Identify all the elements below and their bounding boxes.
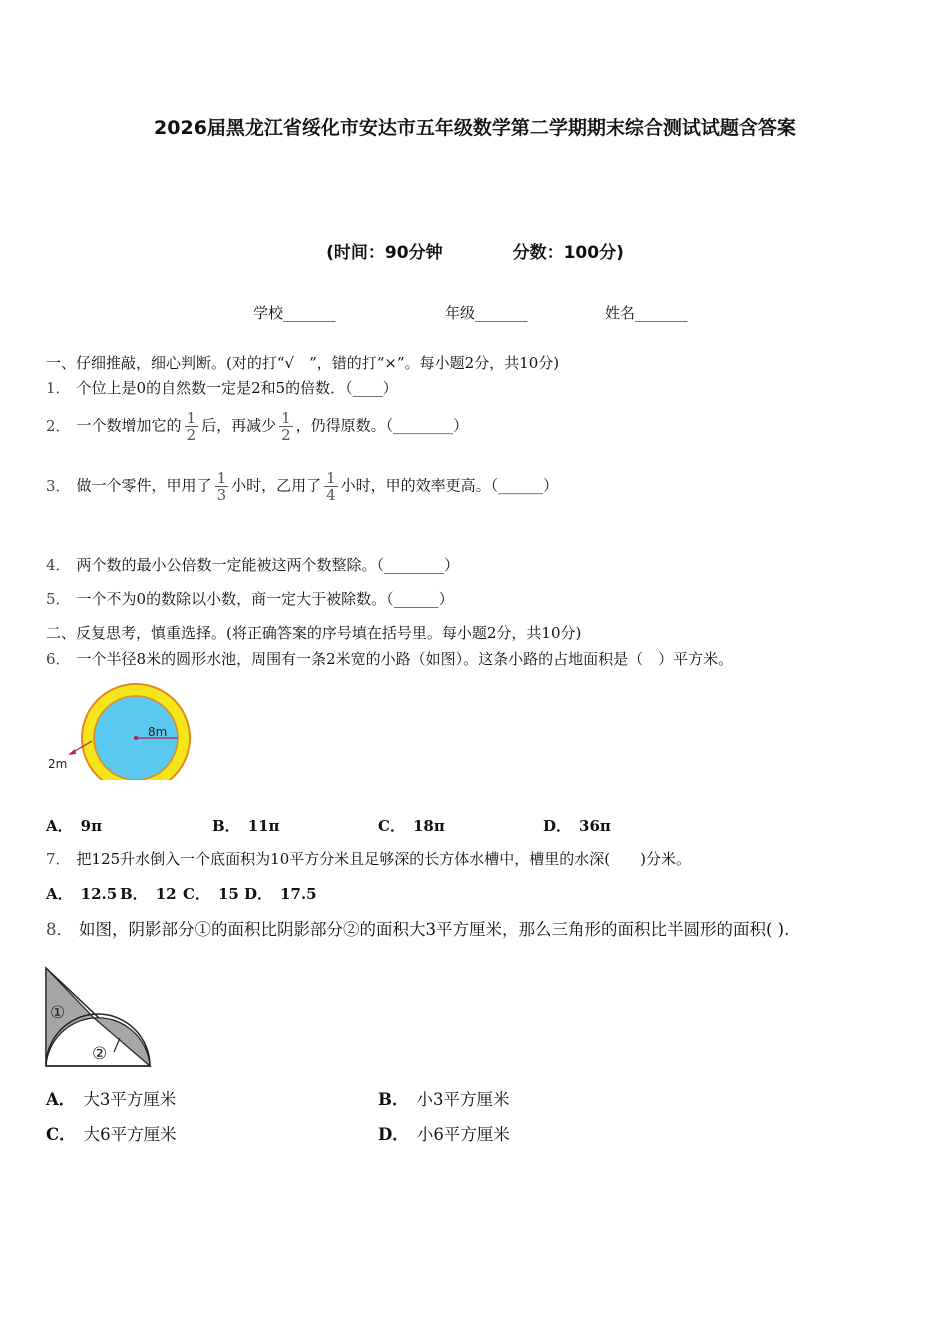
q8-option-d[interactable]: D． 小6平方厘米 [378,1125,510,1144]
question-3 [46,470,558,503]
q7-number: 7． [46,850,71,868]
center-point [134,736,138,740]
radius-label: 8m [148,725,168,739]
time-info: (时间：90分钟 [326,243,443,263]
triangle-semicircle-figure [44,966,154,1070]
q8-text: 如图，阴影部分①的面积比阴影部分②的面积大3平方厘米，那么三角形的面积比半圆形的面积( ). [79,920,790,939]
q3-text-b: 小时，乙用了 [231,476,322,495]
arrow-head [68,749,76,755]
q8-number: 8． [46,920,73,939]
q2-fraction-1: $\frac{1}{2}$ [186,409,197,444]
q2-text-b: 后，再减少 [201,416,277,435]
q2-number: 2． [46,416,71,435]
q6-text: 一个半径8米的圆形水池，周围有一条2米宽的小路（如图）。这条小路的占地面积是（ ）平方米。 [76,650,734,668]
school-field: 学校_______ [253,304,336,322]
region-label-2: ② [92,1044,108,1064]
q1-text: 个位上是0的自然数一定是2和5的倍数．（____） [76,379,398,397]
q6-option-d[interactable]: D． 36π [543,817,611,835]
q5-text: 一个不为0的数除以小数，商一定大于被除数。（______） [76,590,454,608]
name-field: 姓名_______ [605,304,688,322]
question-7 [46,848,691,869]
path-width-label: 2m [48,757,68,771]
q4-text: 两个数的最小公倍数一定能被这两个数整除。（________） [76,556,460,574]
q6-option-a[interactable]: A． 9π [46,817,103,835]
q7-option-a[interactable]: A． 12.5 [46,885,118,903]
q8-option-c[interactable]: C． 大6平方厘米 [46,1125,177,1144]
question-4 [46,554,459,575]
q1-number: 1． [46,379,71,397]
question-8 [46,916,789,940]
q6-option-c[interactable]: C． 18π [378,817,445,835]
page-title: 2026届黑龙江省绥化市安达市五年级数学第二学期期末综合测试试题含答案 [154,117,796,139]
q6-number: 6． [46,650,71,668]
q6-option-b[interactable]: B． 11π [212,817,280,835]
q8-option-a[interactable]: A． 大3平方厘米 [46,1090,177,1109]
q2-text-a: 一个数增加它的 [76,416,182,435]
q2-text-c: ，仍得原数。（________） [295,416,469,435]
exam-info [0,238,950,263]
score-info: 分数：100分) [512,243,624,263]
grade-field: 年级_______ [445,304,528,322]
q3-text-c: 小时，甲的效率更高。（______） [340,476,559,495]
question-6 [46,648,733,669]
q7-text: 把125升水倒入一个底面积为10平方分米且足够深的长方体水槽中，槽里的水深( )分米。 [76,850,691,868]
pool-figure [44,680,204,780]
question-1 [46,377,398,398]
q3-number: 3． [46,476,71,495]
q7-option-d[interactable]: D． 17.5 [244,885,317,903]
question-5 [46,588,454,609]
question-2 [46,410,468,443]
q3-fraction-2: $\frac{1}{4}$ [326,469,336,504]
q5-number: 5． [46,590,71,608]
q7-option-b[interactable]: B． 12 [120,885,177,903]
q2-fraction-2: $\frac{1}{2}$ [281,409,291,444]
q3-fraction-1: $\frac{1}{3}$ [216,469,227,504]
section2-heading: 二、反复思考，慎重选择。(将正确答案的序号填在括号里。每小题2分，共10分) [46,624,582,642]
section1-heading: 一、仔细推敲，细心判断。(对的打“√ ”，错的打“×”。每小题2分，共10分) [46,354,560,372]
region-label-1: ① [50,1003,66,1023]
q4-number: 4． [46,556,71,574]
q7-option-c[interactable]: C． 15 [183,885,239,903]
q8-option-b[interactable]: B． 小3平方厘米 [378,1090,510,1109]
q3-text-a: 做一个零件，甲用了 [76,476,212,495]
